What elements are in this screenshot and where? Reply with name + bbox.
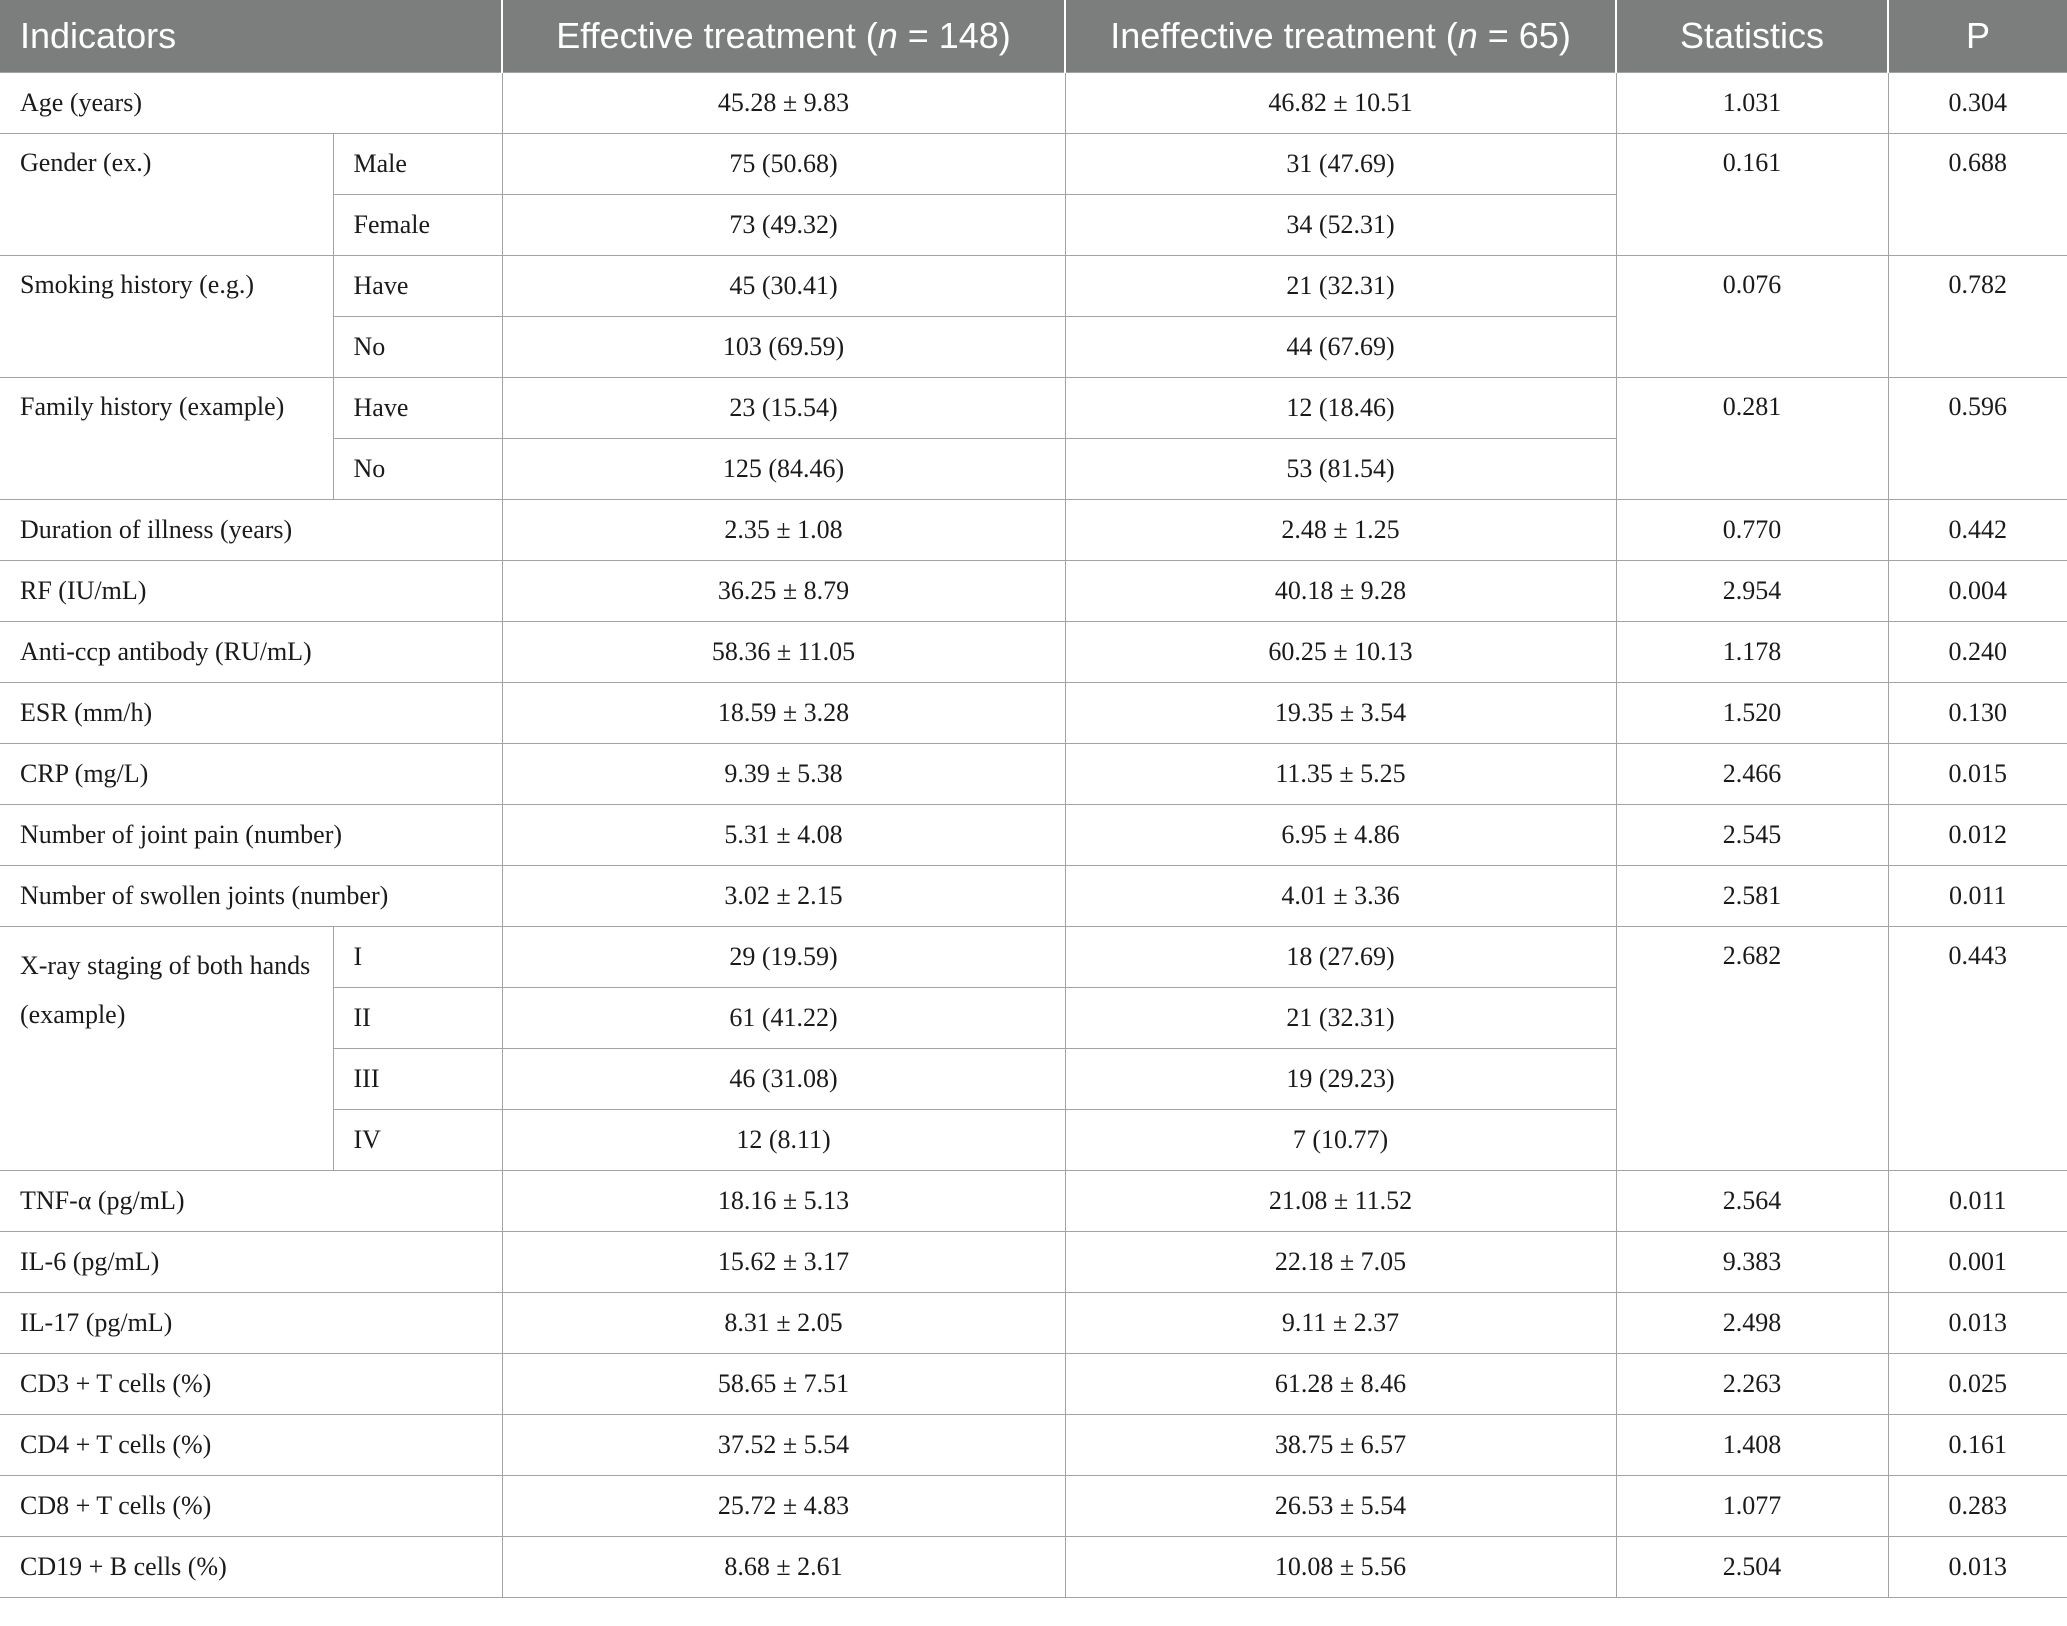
header-indicators: Indicators <box>0 0 502 73</box>
table-header <box>0 0 2067 73</box>
row-label: ESR (mm/h) <box>0 683 502 744</box>
header-effective-treatment <box>502 0 1065 73</box>
p-value: 0.130 <box>1888 683 2067 744</box>
header-ineffective-rest: = 65) <box>1477 15 1571 56</box>
p-value: 0.240 <box>1888 622 2067 683</box>
row-sublabel: III <box>333 1049 502 1110</box>
p-value: 0.442 <box>1888 500 2067 561</box>
row-sublabel: Male <box>333 134 502 195</box>
ineffective-value: 22.18 ± 7.05 <box>1065 1232 1616 1293</box>
statistics-value: 2.466 <box>1616 744 1888 805</box>
row-sublabel: IV <box>333 1110 502 1171</box>
ineffective-value: 44 (67.69) <box>1065 317 1616 378</box>
table-row <box>0 1415 2067 1476</box>
ineffective-value: 6.95 ± 4.86 <box>1065 805 1616 866</box>
p-value: 0.013 <box>1888 1293 2067 1354</box>
ineffective-value: 4.01 ± 3.36 <box>1065 866 1616 927</box>
row-label: RF (IU/mL) <box>0 561 502 622</box>
header-statistics: Statistics <box>1616 0 1888 73</box>
effective-value: 25.72 ± 4.83 <box>502 1476 1065 1537</box>
statistics-value: 2.263 <box>1616 1354 1888 1415</box>
effective-value: 3.02 ± 2.15 <box>502 866 1065 927</box>
table-row <box>0 1232 2067 1293</box>
effective-value: 37.52 ± 5.54 <box>502 1415 1065 1476</box>
effective-value: 18.16 ± 5.13 <box>502 1171 1065 1232</box>
statistics-value: 2.504 <box>1616 1537 1888 1598</box>
effective-value: 61 (41.22) <box>502 988 1065 1049</box>
table-row <box>0 73 2067 134</box>
table-row <box>0 1171 2067 1232</box>
p-value: 0.304 <box>1888 73 2067 134</box>
row-label: Age (years) <box>0 73 502 134</box>
ineffective-value: 61.28 ± 8.46 <box>1065 1354 1616 1415</box>
table-row <box>0 1476 2067 1537</box>
table-row <box>0 744 2067 805</box>
effective-value: 36.25 ± 8.79 <box>502 561 1065 622</box>
effective-value: 12 (8.11) <box>502 1110 1065 1171</box>
row-label: CD8 + T cells (%) <box>0 1476 502 1537</box>
ineffective-value: 19.35 ± 3.54 <box>1065 683 1616 744</box>
effective-value: 58.65 ± 7.51 <box>502 1354 1065 1415</box>
row-sublabel: Have <box>333 256 502 317</box>
effective-value: 125 (84.46) <box>502 439 1065 500</box>
effective-value: 45.28 ± 9.83 <box>502 73 1065 134</box>
table-body <box>0 73 2067 1598</box>
row-label: CRP (mg/L) <box>0 744 502 805</box>
table-row <box>0 1293 2067 1354</box>
row-label: Family history (example) <box>0 378 333 500</box>
ineffective-value: 10.08 ± 5.56 <box>1065 1537 1616 1598</box>
table-row <box>0 683 2067 744</box>
p-value: 0.013 <box>1888 1537 2067 1598</box>
statistics-value: 9.383 <box>1616 1232 1888 1293</box>
p-value: 0.596 <box>1888 378 2067 500</box>
effective-value: 9.39 ± 5.38 <box>502 744 1065 805</box>
statistics-value: 0.770 <box>1616 500 1888 561</box>
ineffective-value: 2.48 ± 1.25 <box>1065 500 1616 561</box>
row-label: IL-6 (pg/mL) <box>0 1232 502 1293</box>
statistics-value: 1.408 <box>1616 1415 1888 1476</box>
statistics-value: 2.564 <box>1616 1171 1888 1232</box>
table-row <box>0 378 2067 439</box>
row-sublabel: II <box>333 988 502 1049</box>
ineffective-value: 9.11 ± 2.37 <box>1065 1293 1616 1354</box>
header-p: P <box>1888 0 2067 73</box>
effective-value: 23 (15.54) <box>502 378 1065 439</box>
table-row <box>0 1354 2067 1415</box>
row-sublabel: No <box>333 317 502 378</box>
ineffective-value: 46.82 ± 10.51 <box>1065 73 1616 134</box>
ineffective-value: 19 (29.23) <box>1065 1049 1616 1110</box>
p-value: 0.688 <box>1888 134 2067 256</box>
p-value: 0.782 <box>1888 256 2067 378</box>
ineffective-value: 26.53 ± 5.54 <box>1065 1476 1616 1537</box>
p-value: 0.012 <box>1888 805 2067 866</box>
effective-value: 18.59 ± 3.28 <box>502 683 1065 744</box>
ineffective-value: 12 (18.46) <box>1065 378 1616 439</box>
ineffective-value: 40.18 ± 9.28 <box>1065 561 1616 622</box>
row-label: Anti-ccp antibody (RU/mL) <box>0 622 502 683</box>
p-value: 0.283 <box>1888 1476 2067 1537</box>
p-value: 0.004 <box>1888 561 2067 622</box>
row-label: Gender (ex.) <box>0 134 333 256</box>
header-effective-n: n <box>877 15 898 56</box>
row-label: Smoking history (e.g.) <box>0 256 333 378</box>
ineffective-value: 34 (52.31) <box>1065 195 1616 256</box>
ineffective-value: 31 (47.69) <box>1065 134 1616 195</box>
ineffective-value: 18 (27.69) <box>1065 927 1616 988</box>
ineffective-value: 11.35 ± 5.25 <box>1065 744 1616 805</box>
header-ineffective-n: n <box>1457 15 1478 56</box>
statistics-value: 0.281 <box>1616 378 1888 500</box>
effective-value: 8.31 ± 2.05 <box>502 1293 1065 1354</box>
statistics-value: 1.178 <box>1616 622 1888 683</box>
table-row <box>0 927 2067 988</box>
effective-value: 8.68 ± 2.61 <box>502 1537 1065 1598</box>
effective-value: 29 (19.59) <box>502 927 1065 988</box>
ineffective-value: 21 (32.31) <box>1065 256 1616 317</box>
p-value: 0.025 <box>1888 1354 2067 1415</box>
p-value: 0.443 <box>1888 927 2067 1171</box>
p-value: 0.001 <box>1888 1232 2067 1293</box>
table-row <box>0 1537 2067 1598</box>
statistics-value: 1.031 <box>1616 73 1888 134</box>
statistics-value: 2.954 <box>1616 561 1888 622</box>
table-row <box>0 500 2067 561</box>
statistics-value: 2.498 <box>1616 1293 1888 1354</box>
table-row <box>0 866 2067 927</box>
row-sublabel: No <box>333 439 502 500</box>
table-row <box>0 561 2067 622</box>
ineffective-value: 7 (10.77) <box>1065 1110 1616 1171</box>
p-value: 0.161 <box>1888 1415 2067 1476</box>
row-label: Number of swollen joints (number) <box>0 866 502 927</box>
table-row <box>0 256 2067 317</box>
effective-value: 58.36 ± 11.05 <box>502 622 1065 683</box>
row-label: Duration of illness (years) <box>0 500 502 561</box>
row-label: CD4 + T cells (%) <box>0 1415 502 1476</box>
row-label: X-ray staging of both hands (example) <box>0 927 333 1171</box>
row-sublabel: Female <box>333 195 502 256</box>
header-ineffective-treatment <box>1065 0 1616 73</box>
effective-value: 5.31 ± 4.08 <box>502 805 1065 866</box>
row-sublabel: Have <box>333 378 502 439</box>
row-label: TNF-α (pg/mL) <box>0 1171 502 1232</box>
effective-value: 103 (69.59) <box>502 317 1065 378</box>
table-row <box>0 134 2067 195</box>
table-row <box>0 622 2067 683</box>
row-label: Number of joint pain (number) <box>0 805 502 866</box>
p-value: 0.011 <box>1888 866 2067 927</box>
row-sublabel: I <box>333 927 502 988</box>
header-row <box>0 0 2067 73</box>
header-ineffective-text: Ineffective treatment ( <box>1110 15 1458 56</box>
statistics-value: 2.682 <box>1616 927 1888 1171</box>
effective-value: 2.35 ± 1.08 <box>502 500 1065 561</box>
statistics-value: 1.077 <box>1616 1476 1888 1537</box>
ineffective-value: 21.08 ± 11.52 <box>1065 1171 1616 1232</box>
statistics-value: 1.520 <box>1616 683 1888 744</box>
ineffective-value: 38.75 ± 6.57 <box>1065 1415 1616 1476</box>
effective-value: 73 (49.32) <box>502 195 1065 256</box>
ineffective-value: 60.25 ± 10.13 <box>1065 622 1616 683</box>
statistics-value: 2.545 <box>1616 805 1888 866</box>
row-label: CD3 + T cells (%) <box>0 1354 502 1415</box>
effective-value: 45 (30.41) <box>502 256 1065 317</box>
header-effective-rest: = 148) <box>897 15 1011 56</box>
p-value: 0.011 <box>1888 1171 2067 1232</box>
effective-value: 75 (50.68) <box>502 134 1065 195</box>
statistics-value: 0.076 <box>1616 256 1888 378</box>
table-row <box>0 805 2067 866</box>
statistics-value: 0.161 <box>1616 134 1888 256</box>
effective-value: 15.62 ± 3.17 <box>502 1232 1065 1293</box>
statistics-value: 2.581 <box>1616 866 1888 927</box>
row-label: IL-17 (pg/mL) <box>0 1293 502 1354</box>
ineffective-value: 21 (32.31) <box>1065 988 1616 1049</box>
header-effective-text: Effective treatment ( <box>556 15 878 56</box>
row-label: CD19 + B cells (%) <box>0 1537 502 1598</box>
ineffective-value: 53 (81.54) <box>1065 439 1616 500</box>
effective-value: 46 (31.08) <box>502 1049 1065 1110</box>
p-value: 0.015 <box>1888 744 2067 805</box>
